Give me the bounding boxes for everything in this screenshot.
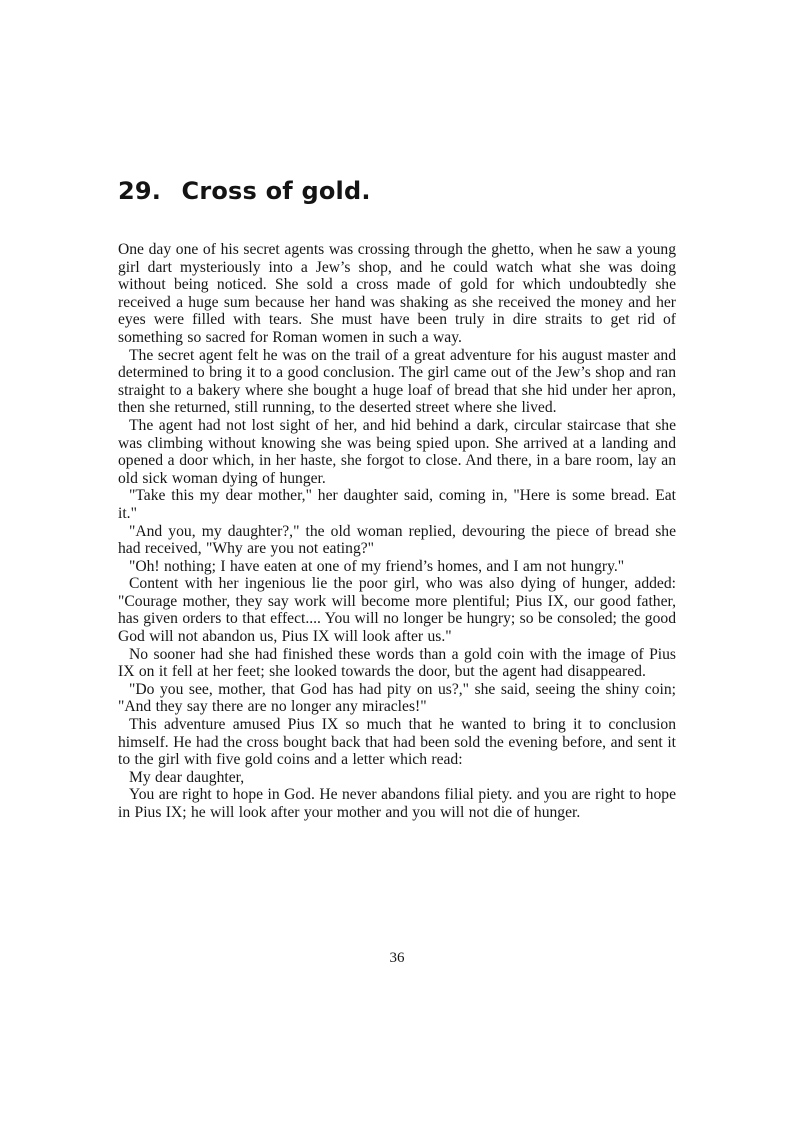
paragraph: One day one of his secret agents was crossing through the ghetto, when he saw a young girl dart mysteriously into a Jew’s shop, and he could watch what she was doing without being noticed. She sold a cross made of gold for which undoubtedly she received a huge sum because her hand was shaking as she received the money and her eyes were filled with tears. She must have been truly in dire straits to get rid of something so sacred for Roman women in such a way.	[118, 241, 676, 346]
paragraph: "And you, my daughter?," the old woman replied, devouring the piece of bread she had received, "Why are you not eating?"	[118, 522, 676, 558]
section-heading	[118, 176, 676, 206]
paragraphs	[118, 241, 676, 822]
paragraph: The agent had not lost sight of her, and hid behind a dark, circular staircase that she was climbing without knowing she was being spied upon. She arrived at a landing and opened a door which, in her haste, she forgot to close. And there, in a bare room, lay an old sick woman dying of hunger.	[118, 416, 676, 487]
paragraph: No sooner had she had finished these words than a gold coin with the image of Pius IX on it fell at her feet; she looked towards the door, but the agent had disappeared.	[118, 645, 676, 681]
paragraph: You are right to hope in God. He never abandons filial piety. and you are right to hope in Pius IX; he will look after your mother and you will not die of hunger.	[118, 786, 676, 821]
paragraph: "Oh! nothing; I have eaten at one of my friend’s homes, and I am not hungry."	[129, 557, 625, 575]
paragraph: "Take this my dear mother," her daughter said, coming in, "Here is some bread. Eat it."	[118, 487, 676, 522]
section-number: 29.	[118, 177, 162, 205]
paragraph: This adventure amused Pius IX so much that he wanted to bring it to conclusion himself. He had the cross bought back that had been sold the evening before, and sent it to the girl with five gold coins and a letter which read:	[118, 716, 676, 769]
paragraph: The secret agent felt he was on the trail of a great adventure for his august master and determined to bring it to a good conclusion. The girl came out of the Jew’s shop and ran straight to a bakery where she bought a huge loaf of bread that she hid under her apron, then she returned, still running, to the deserted street where she lived.	[118, 346, 676, 417]
section-title: Cross of gold.	[181, 177, 371, 205]
paragraph: "Do you see, mother, that God has had pity on us?," she said, seeing the shiny coin; "And they say there are no longer any miracles!"	[118, 680, 676, 716]
paragraph: Content with her ingenious lie the poor girl, who was also dying of hunger, added: "Courage mother, they say work will become more plentiful; Pius IX, our good father, has given orders to that effect.... You will no longer be hungry; so be consoled; the good God will not abandon us, Pius IX will look after us."	[118, 575, 676, 646]
paragraph: My dear daughter,	[129, 768, 245, 786]
page-footer	[118, 950, 676, 967]
page-content	[118, 176, 676, 822]
page-number: 36	[389, 950, 405, 966]
